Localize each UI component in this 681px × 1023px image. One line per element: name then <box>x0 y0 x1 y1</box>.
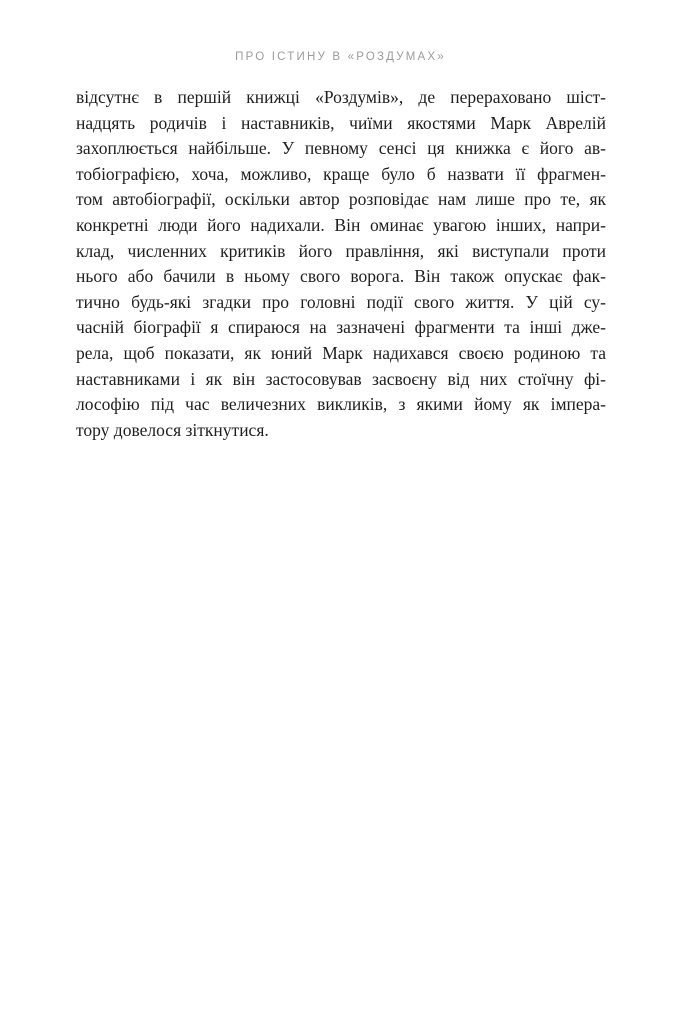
body-line: відсутнє в першій книжці «Роздумів», де перераховано шіст- <box>76 87 606 107</box>
body-line: часній біографії я спираюся на зазначені фрагменти та інші дже- <box>76 317 606 338</box>
body-line: рела, щоб показати, як юний Марк надихався своєю родиною та <box>76 342 606 363</box>
running-head: ПРО ІСТИНУ В «РОЗДУМАХ» <box>235 51 446 63</box>
body-line: конкретні люди його надихали. Він оминає увагою інших, напри- <box>76 214 606 235</box>
body-line: клад, численних критиків його правління, які виступали проти <box>76 240 606 261</box>
page-body <box>76 85 606 443</box>
body-line: тично будь-які згадки про головні події свого життя. У цій су- <box>76 291 606 312</box>
body-line: надцять родичів і наставників, чиїми якостями Марк Аврелій <box>76 112 606 133</box>
body-line: тору довелося зіткнутися. <box>76 419 269 440</box>
body-line: наставниками і як він застосовував засвоєну від них стоїчну фі- <box>76 368 606 389</box>
body-line: том автобіографії, оскільки автор розповідає нам лише про те, як <box>76 189 606 210</box>
body-line: захоплюється найбільше. У певному сенсі ця книжка є його ав- <box>76 138 606 159</box>
body-line: лософію під час величезних викликів, з якими йому як імпера- <box>76 394 606 415</box>
body-line: нього або бачили в ньому свого ворога. Він також опускає фак- <box>76 266 606 287</box>
body-line: тобіографією, хоча, можливо, краще було б назвати її фрагмен- <box>76 163 606 184</box>
